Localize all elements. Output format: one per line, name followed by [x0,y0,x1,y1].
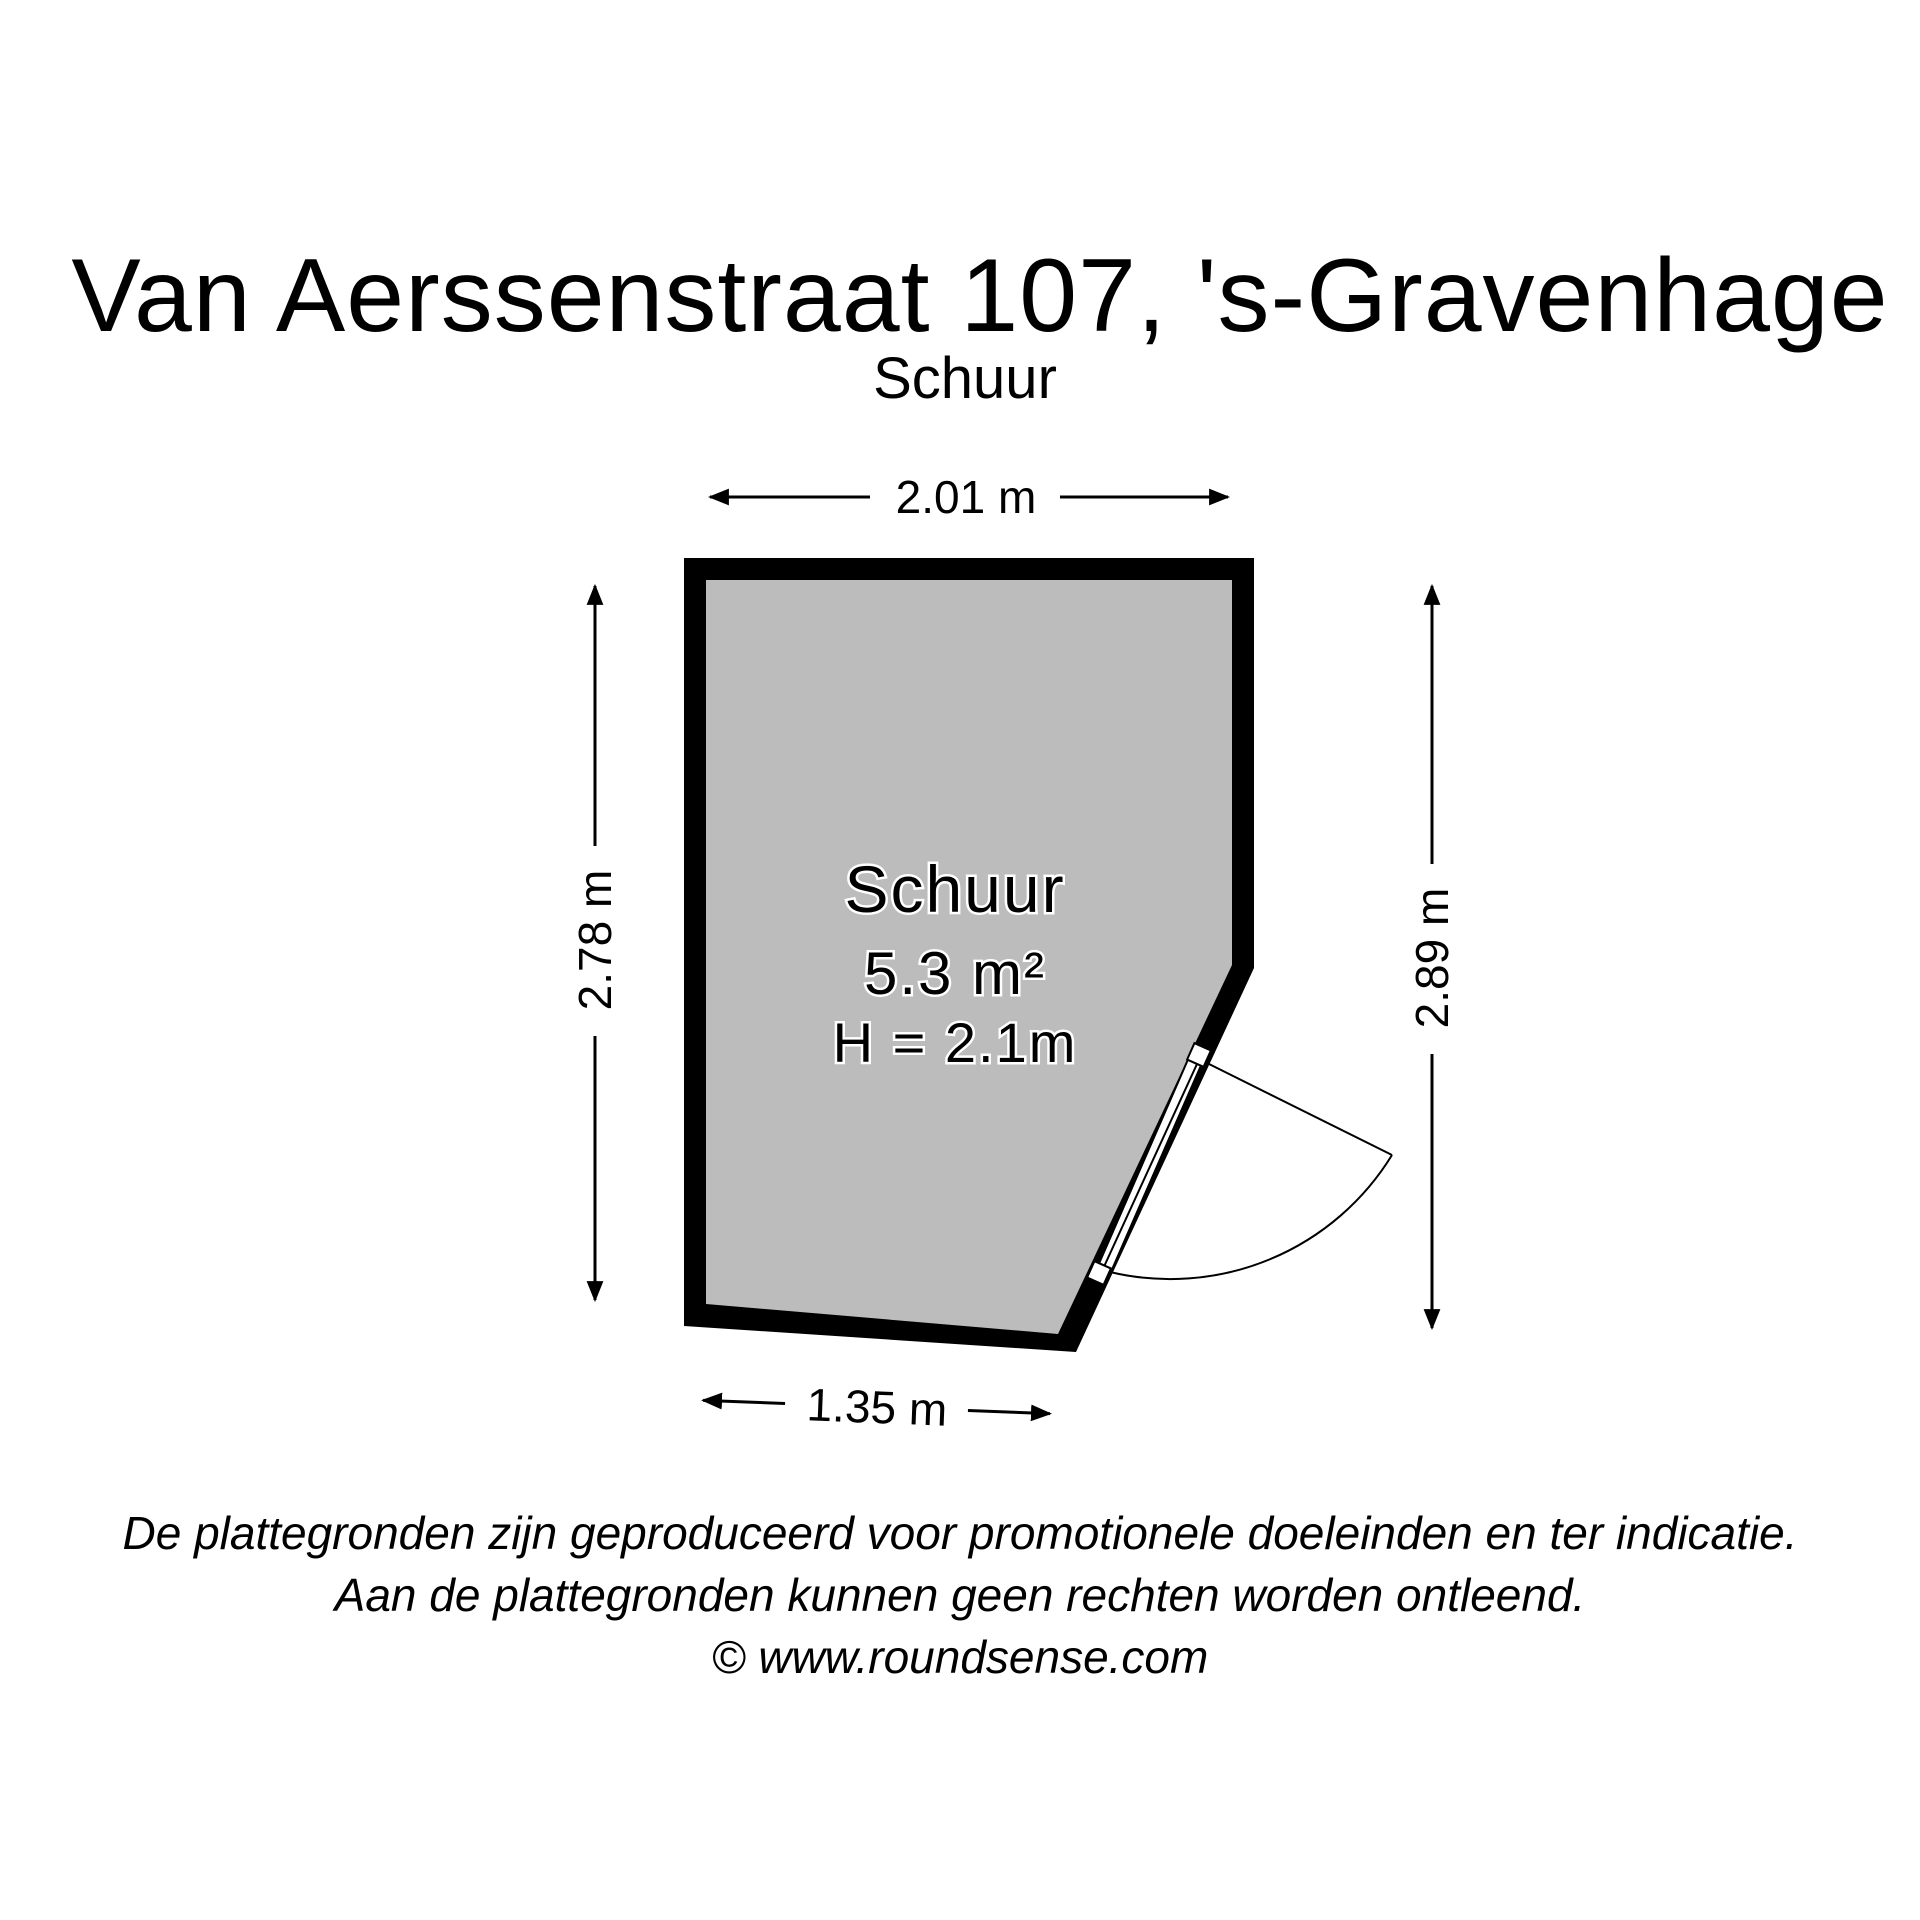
dimension-right [1406,586,1458,1328]
room-name: Schuur [844,852,1066,926]
door-leaf [1205,1062,1392,1155]
page-subtitle: Schuur [873,346,1057,411]
room-height: H = 2.1m [832,1011,1078,1074]
disclaimer [0,1502,1920,1688]
room-area: 5.3 m² [863,940,1047,1007]
dimension-left-label: 2.78 m [569,869,621,1011]
dimension-right-label: 2.89 m [1406,887,1458,1029]
disclaimer-line-2: Aan de plattegronden kunnen geen rechten worden ontleend. [334,1569,1586,1621]
dimension-top [710,471,1228,523]
dimension-top-label: 2.01 m [895,471,1037,523]
dimension-left [569,586,621,1300]
page-title: Van Aerssenstraat 107, 's-Gravenhage [71,238,1889,354]
dimension-bottom-label: 1.35 m [805,1378,949,1436]
disclaimer-line-1: De plattegronden zijn geproduceerd voor promotionele doeleinden en ter indicatie. [122,1507,1798,1559]
dimension-bottom [702,1374,1051,1439]
disclaimer-copyright: © www.roundsense.com [711,1631,1209,1683]
